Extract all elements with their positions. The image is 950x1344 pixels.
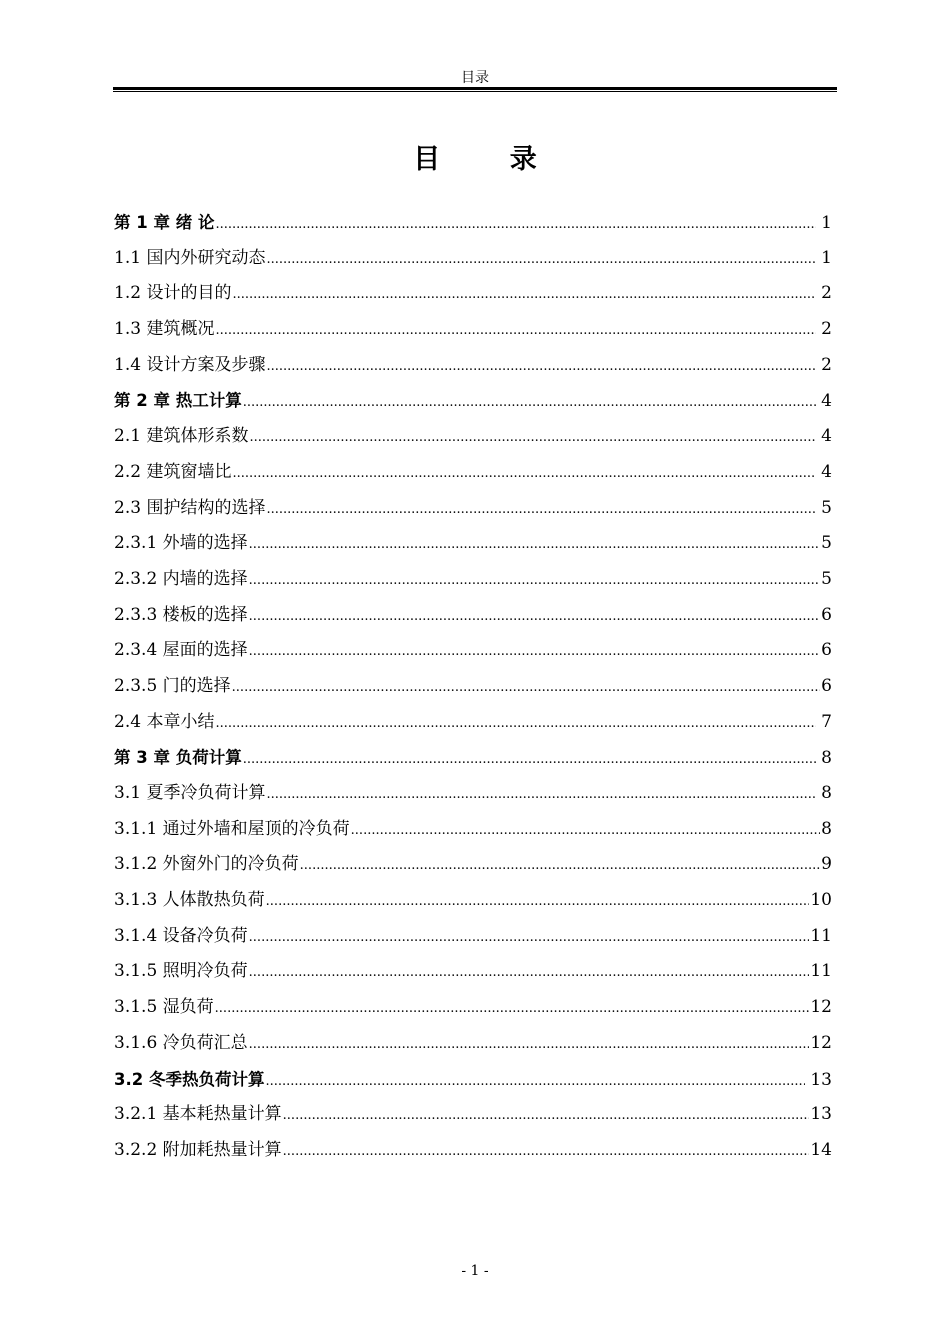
toc-entry-text: 2.3.5 门的选择 xyxy=(114,675,231,696)
toc-entry-text: 3.1.5 照明冷负荷 xyxy=(114,961,248,982)
toc-dot-leader xyxy=(249,563,821,599)
toc-entry-text: 3.2.2 附加耗热量计算 xyxy=(114,1139,282,1160)
toc-entry[interactable] xyxy=(114,1026,832,1062)
toc-title: 目 录 xyxy=(413,144,567,175)
toc-page-number: 4 xyxy=(821,461,832,482)
toc-page-number: 7 xyxy=(821,711,832,732)
toc-dot-leader xyxy=(266,349,816,385)
toc-entry[interactable] xyxy=(114,1062,832,1098)
toc-entry[interactable] xyxy=(114,1097,832,1133)
toc-dot-leader xyxy=(249,634,821,670)
toc-page-number: 14 xyxy=(810,1139,832,1160)
toc-dot-leader xyxy=(243,385,816,421)
toc-dot-leader xyxy=(283,1134,810,1170)
toc-page-number: 6 xyxy=(821,640,832,661)
toc-entry-text: 3.1.3 人体散热负荷 xyxy=(114,890,265,911)
toc-page-number: 6 xyxy=(821,604,832,625)
toc-entry-text: 2.3.4 屋面的选择 xyxy=(114,640,248,661)
toc-page-number: 11 xyxy=(810,961,832,982)
toc-entry[interactable] xyxy=(114,419,832,455)
toc-dot-leader xyxy=(266,777,816,813)
toc-entry-text: 3.1.6 冷负荷汇总 xyxy=(114,1032,248,1053)
toc-page-number: 2 xyxy=(821,319,832,340)
toc-entry-text: 2.1 建筑体形系数 xyxy=(114,426,249,447)
toc-page-number: 1 xyxy=(821,213,832,233)
toc-page-number: 2 xyxy=(821,354,832,375)
toc-entry-text: 2.3.2 内墙的选择 xyxy=(114,568,248,589)
toc-dot-leader xyxy=(266,492,816,528)
toc-page-number: 12 xyxy=(810,997,832,1018)
toc-dot-leader xyxy=(215,991,810,1027)
toc-dot-leader xyxy=(249,527,821,563)
toc-entry-text: 1.4 设计方案及步骤 xyxy=(114,354,266,375)
toc-entry-text: 3.2.1 基本耗热量计算 xyxy=(114,1104,282,1125)
toc-entry-text: 2.4 本章小结 xyxy=(114,711,215,732)
toc-entry[interactable] xyxy=(114,455,832,491)
toc-page-number: 2 xyxy=(821,283,832,304)
toc-entry[interactable] xyxy=(114,740,832,776)
running-header: 目录 xyxy=(461,70,489,86)
toc-entry[interactable] xyxy=(114,669,832,705)
toc-dot-leader xyxy=(283,1098,810,1134)
toc-page-number: 4 xyxy=(821,391,832,412)
toc-entry[interactable] xyxy=(114,205,832,241)
toc-entry[interactable] xyxy=(114,883,832,919)
toc-page-number: 4 xyxy=(821,426,832,447)
toc-entry[interactable] xyxy=(114,633,832,669)
toc-list xyxy=(114,205,832,1169)
toc-page-number: 8 xyxy=(821,783,832,803)
toc-entry[interactable] xyxy=(114,562,832,598)
toc-page-number: 10 xyxy=(810,890,832,911)
toc-page-number: 11 xyxy=(810,925,832,946)
toc-page-number: 1 xyxy=(821,247,832,268)
toc-entry-text: 3.2 冬季热负荷计算 xyxy=(114,1069,265,1089)
toc-dot-leader xyxy=(243,742,816,778)
toc-page-number: 6 xyxy=(821,675,832,696)
toc-entry[interactable] xyxy=(114,919,832,955)
toc-page-number: 13 xyxy=(810,1104,832,1125)
toc-entry[interactable] xyxy=(114,847,832,883)
toc-dot-leader xyxy=(249,599,821,635)
toc-dot-leader xyxy=(266,242,816,278)
toc-dot-leader xyxy=(215,207,816,243)
toc-page-number: 5 xyxy=(821,568,832,589)
toc-entry[interactable] xyxy=(114,491,832,527)
toc-entry-text: 1.1 国内外研究动态 xyxy=(114,247,266,268)
toc-entry-text: 1.3 建筑概况 xyxy=(114,319,215,340)
toc-dot-leader xyxy=(300,848,821,884)
toc-entry[interactable] xyxy=(114,526,832,562)
toc-dot-leader xyxy=(249,1027,810,1063)
toc-entry[interactable] xyxy=(114,312,832,348)
header-rule-thick xyxy=(113,87,837,90)
toc-dot-leader xyxy=(232,670,821,706)
toc-entry-text: 3.1 夏季冷负荷计算 xyxy=(114,783,266,803)
toc-dot-leader xyxy=(249,420,816,456)
toc-entry[interactable] xyxy=(114,1133,832,1169)
toc-dot-leader xyxy=(232,277,816,313)
toc-entry[interactable] xyxy=(114,954,832,990)
toc-dot-leader xyxy=(249,955,810,991)
toc-dot-leader xyxy=(266,884,810,920)
toc-dot-leader xyxy=(351,813,821,849)
toc-dot-leader xyxy=(249,920,810,956)
toc-page-number: 13 xyxy=(810,1069,832,1090)
page-number-footer: - 1 - xyxy=(461,1263,489,1279)
toc-entry-text: 2.3.3 楼板的选择 xyxy=(114,604,248,625)
toc-entry[interactable] xyxy=(114,812,832,848)
toc-entry[interactable] xyxy=(114,705,832,741)
toc-entry-text: 1.2 设计的目的 xyxy=(114,283,232,304)
toc-entry-text: 2.2 建筑窗墙比 xyxy=(114,461,232,482)
toc-page-number: 9 xyxy=(821,854,832,875)
toc-dot-leader xyxy=(232,456,816,492)
toc-page-number: 12 xyxy=(810,1032,832,1053)
toc-page-number: 5 xyxy=(821,497,832,518)
toc-entry[interactable] xyxy=(114,276,832,312)
toc-dot-leader xyxy=(215,706,816,742)
toc-entry-text: 第 3 章 负荷计算 xyxy=(114,748,242,768)
toc-entry-text: 3.1.4 设备冷负荷 xyxy=(114,925,248,946)
toc-entry[interactable] xyxy=(114,598,832,634)
toc-entry[interactable] xyxy=(114,776,832,812)
toc-entry-text: 2.3.1 外墙的选择 xyxy=(114,533,248,554)
toc-entry-text: 3.1.5 湿负荷 xyxy=(114,997,214,1018)
toc-dot-leader xyxy=(265,1064,805,1100)
toc-dot-leader xyxy=(215,313,816,349)
header-rule-thin xyxy=(113,91,837,92)
toc-page-number: 8 xyxy=(821,748,832,769)
toc-entry[interactable] xyxy=(114,990,832,1026)
toc-entry-text: 第 1 章 绪 论 xyxy=(114,213,215,232)
toc-entry-text: 2.3 围护结构的选择 xyxy=(114,497,266,518)
toc-entry[interactable] xyxy=(114,383,832,419)
toc-entry[interactable] xyxy=(114,348,832,384)
toc-entry-text: 第 2 章 热工计算 xyxy=(114,391,242,411)
toc-page-number: 8 xyxy=(821,818,832,839)
toc-entry[interactable] xyxy=(114,241,832,277)
toc-entry-text: 3.1.2 外窗外门的冷负荷 xyxy=(114,854,299,875)
toc-page-number: 5 xyxy=(821,533,832,554)
toc-entry-text: 3.1.1 通过外墙和屋顶的冷负荷 xyxy=(114,818,350,839)
